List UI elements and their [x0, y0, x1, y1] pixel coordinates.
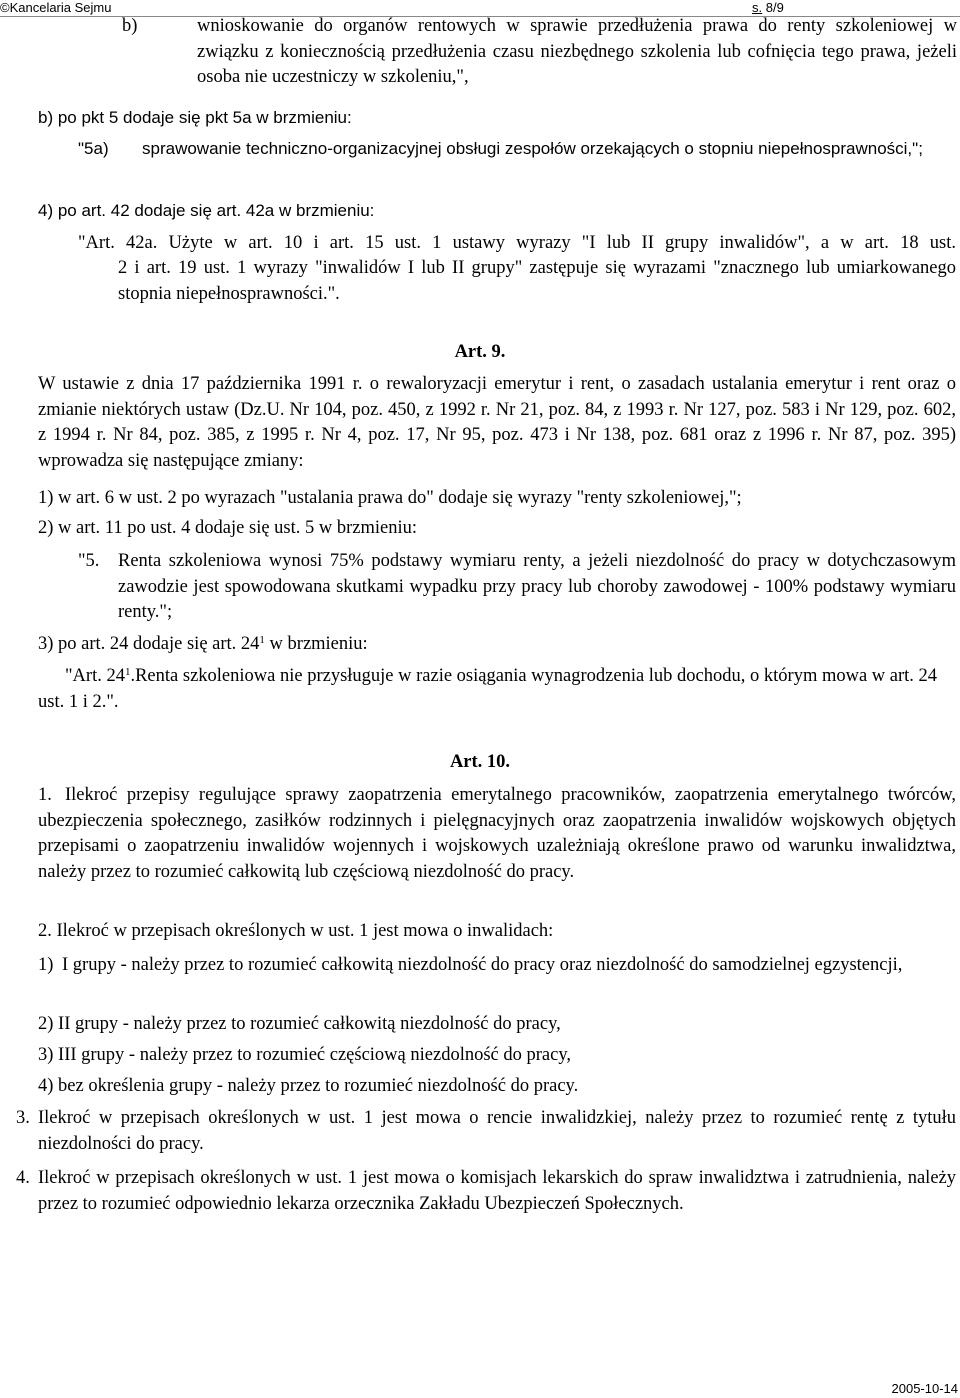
- art10-title: Art. 10.: [449, 752, 511, 772]
- art9-intro: W ustawie z dnia 17 października 1991 r. o rewaloryzacji emerytur i rent, o zasadach ustalania emerytur i rent oraz o zmianie niektórych ustaw (Dz.U. Nr 104, poz. 450, z 1992 r. Nr 21, poz. 84, z 1993 r. Nr 127, poz. 583 i Nr 129, poz. 602, z 1994 r. Nr 84, poz. 385, z 1995 r. Nr 4, poz. 17, Nr 95, poz. 473 i Nr 138, poz. 681 oraz z 1996 r. Nr 87, poz. 395) wprowadza się następujące zmiany:: [38, 374, 956, 471]
- art9-item-3-sup: 1: [259, 634, 265, 646]
- art9-ust5-text: Renta szkoleniowa wynosi 75% podstawy wymiaru renty, a jeżeli niezdolność do pracy w dotychczasowym zawodzie jest spowodowana skutkami wypadku przy pracy lub choroby zawodowej - 100% podstawy wymiaru renty.";: [118, 551, 956, 622]
- art9-item-1: 1) w art. 6 w ust. 2 po wyrazach "ustalania prawa do" dodaje się wyrazy "renty szkoleniowej,";: [38, 488, 742, 508]
- art10-ust2-item3: 3) III grupy - należy przez to rozumieć częściową niezdolność do pracy,: [38, 1045, 571, 1065]
- art10-ust4-label: 4.: [16, 1168, 30, 1188]
- art9-item-2: 2) w art. 11 po ust. 4 dodaje się ust. 5 w brzmieniu:: [38, 518, 418, 538]
- item-5a-label: "5a): [78, 139, 109, 158]
- page-number: 8/9: [765, 0, 784, 15]
- art10-ust2-item1-label: 1): [38, 955, 54, 975]
- art10-ust1-body: Ilekroć przepisy regulujące sprawy zaopatrzenia emerytalnego pracowników, zaopatrzenia emerytalnego twórców, ubezpieczenia społecznego, zasiłków rodzinnych i pielęgnacyjnych oraz zaopatrzenia inwalidów wojskowych objętych przepisami o zaopatrzeniu inwalidów wojennych i wojskowych uzależniają określone prawo od warunku inwalidztwa, należy przez to rozumieć całkowitą lub częściową niezdolność do pracy.: [38, 785, 956, 882]
- art10-ust3-text: Ilekroć w przepisach określonych w ust. 1 jest mowa o rencie inwalidzkiej, należy przez to rozumieć rentę z tytułu niezdolności do pracy.: [38, 1108, 956, 1154]
- art9-title: Art. 9.: [454, 342, 506, 362]
- art24-pre: "Art. 24: [65, 666, 125, 686]
- art10-ust2-item4: 4) bez określenia grupy - należy przez to rozumieć niezdolność do pracy.: [38, 1076, 579, 1096]
- item-5a-text: sprawowanie techniczno-organizacyjnej obsługi zespołów orzekających o stopniu niepełnosprawności,";: [142, 139, 923, 158]
- art24-1-text: [38, 664, 956, 715]
- art9-ust5-label: "5.: [78, 551, 100, 571]
- art42a-line1: "Art. 42a. Użyte w art. 10 i art. 15 ust. 1 ustawy wyrazy "I lub II grupy inwalidów", a w art. 18 ust.: [78, 233, 956, 253]
- item-4-art42: 4) po art. 42 dodaje się art. 42a w brzmieniu:: [38, 201, 375, 220]
- footer-date: 2005-10-14: [891, 1381, 958, 1396]
- art10-ust2-item1-text: I grupy - należy przez to rozumieć całkowitą niezdolność do pracy oraz niezdolność do samodzielnej egzystencji,: [62, 955, 903, 975]
- art10-ust3-label: 3.: [16, 1108, 30, 1128]
- item-b-label: b): [122, 16, 138, 36]
- art10-ust1-label: 1.: [38, 785, 52, 805]
- art24-post: .Renta szkoleniowa nie przysługuje w razie osiągania wynagrodzenia lub dochodu, o którym mowa w art. 24 ust. 1 i 2.".: [38, 666, 938, 712]
- header-source: ©Kancelaria Sejmu: [0, 0, 112, 15]
- art10-ust2: 2. Ilekroć w przepisach określonych w ust. 1 jest mowa o inwalidach:: [38, 921, 554, 941]
- art9-item-3-post: w brzmieniu:: [264, 634, 368, 654]
- page-prefix: s.: [752, 0, 763, 15]
- art9-item-3-pre: 3) po art. 24 dodaje się art. 24: [38, 634, 260, 654]
- art10-ust2-item2: 2) II grupy - należy przez to rozumieć całkowitą niezdolność do pracy,: [38, 1014, 561, 1034]
- art10-ust4-text: Ilekroć w przepisach określonych w ust. 1 jest mowa o komisjach lekarskich do spraw inwalidztwa i zatrudnienia, należy przez to rozumieć odpowiednio lekarza orzecznika Zakładu Ubezpieczeń Społecznych.: [38, 1168, 956, 1214]
- art9-item-3: [38, 632, 956, 658]
- item-pkt5a-intro: b) po pkt 5 dodaje się pkt 5a w brzmieniu:: [38, 108, 352, 127]
- art24-sup: 1: [124, 666, 131, 678]
- art42a-rest: 2 i art. 19 ust. 1 wyrazy "inwalidów I lub II grupy" zastępuje się wyrazami "znacznego lub umiarkowanego stopnia niepełnosprawności.".: [118, 258, 956, 304]
- item-b-text: wnioskowanie do organów rentowych w sprawie przedłużenia prawa do renty szkoleniowej w związku z koniecznością przedłużenia czasu niezbędnego szkolenia lub cofnięcia tego prawa, jeżeli osoba nie uczestniczy w szkoleniu,",: [197, 16, 957, 87]
